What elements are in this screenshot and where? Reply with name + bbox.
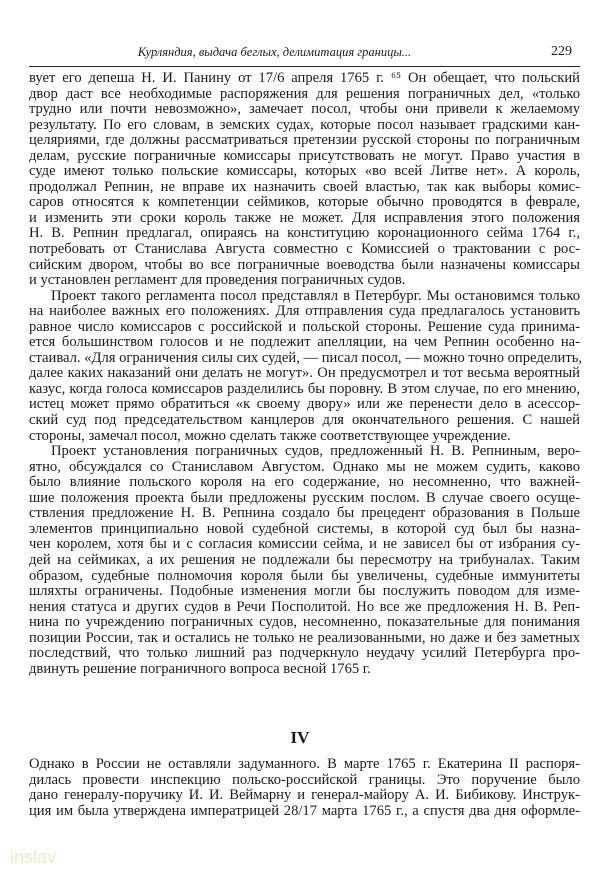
text-line: двор даст все необходимые распоряжения для решения пограничных дел, «только [29,85,580,102]
text-line: шие положения проекта были предложены русским послом. В случае своего осуще- [29,489,580,506]
text-line: нения статуса и других судов в Речи Посполитой. Но все же предложения Н. В. Реп- [29,598,580,615]
text-line: нина по учреждению пограничных судов, несомненно, показательные для понимания [29,614,580,631]
text-line: элементов принципиально новой судебной системы, в которой суд был бы назна- [29,520,580,537]
running-header [29,42,580,64]
text-line: ется большинством голосов и не подлежит апелляции, на чем Репнин особенно на- [29,334,580,351]
text-line: продолжал Репнин, не вправе их назначить своей властью, так как выборы комис- [29,178,580,195]
text-line: результату. По его словам, в земских судах, которые посол называет градскими кан- [29,116,580,133]
text-line: казус, когда голоса комиссаров разделились бы поровну. В этом случае, по его мнению, [29,380,580,397]
text-line: стороны, замечал посол, можно сделать также соответствующее учреждение. [29,427,511,444]
text-line: равное число комиссаров с российской и польской стороны. Решение суда принима- [29,318,580,335]
text-line: делам, русские пограничные комиссары присутствовать не могут. Право участия в [29,147,580,164]
text-line: Однако в России не оставляли задуманного. В марте 1765 г. Екатерина II распоря- [29,756,580,772]
text-line: ция им была утверждена императрицей 28/17 марта 1765 г., а спустя два дня оформле- [29,802,580,819]
text-line: ствления предложение Н. В. Репнина создало бы прецедент образования в Польше [29,505,580,522]
text-line: ятно, обсуждался со Станиславом Августом. Однако мы не можем судить, каково [29,458,580,475]
text-line: трудно или почти невозможно», замечает посол, чтобы они привели к желаемому [29,101,580,118]
running-title: Курляндия, выдача беглых, делимитация границы... [137,45,412,59]
paragraph [29,444,580,677]
text-line: далее каких наказаний они делать не могут». Он предусмотрел и тот весьма вероятный [29,365,580,382]
text-line: истец может прямо обратиться «к своему двору» или же перенести дело в асессор- [29,396,580,413]
text-line: Проект установления пограничных судов, предложенный Н. В. Репниным, веро- [51,443,580,460]
text-line: суде имеют только польские комиссары, которых «во всей Литве нет». А король, [29,163,580,180]
text-line: двинуть решение пограничного вопроса весной 1765 г. [29,660,371,677]
body-text [29,70,583,677]
text-line: образом, судебные полномочия короля были бы увеличены, судебные иммунитеты [29,567,580,584]
text-line: ский суд под председательством канцлеров для окончательного решения. С нашей [29,412,580,429]
text-line: и изменить эти сроки король также не может. Для исправления этого положения [29,209,580,226]
text-line: Н. В. Репнин предлагал, опираясь на конституцию коронационного сейма 1764 г., [29,225,580,242]
text-line: целяриями, где должны рассматриваться претензии русской стороны по пограничным [29,132,580,149]
text-line: дано генералу-поручику И. И. Веймарну и генерал-майору А. И. Бибикову. Инструк- [29,787,580,804]
text-line: сийским двором, чтобы во все пограничные воеводства были назначены комиссары [29,256,580,273]
text-line: вует его депеша Н. И. Панину от 17/6 апреля 1765 г. ⁶⁵ Он обещает, что польский [29,70,580,86]
text-line: дилась провести инспекцию польско-российской границы. Это поручение было [29,771,580,788]
section-text [29,757,580,819]
header-rule [29,66,580,67]
paragraph [29,287,583,444]
text-line: стаивал. «Для ограничения силы сих судей, — писал посол, — можно точно определить, [29,349,583,366]
text-line: было влияние польского короля на его содержание, но несомненно, что важней- [29,474,580,491]
text-line: шляхты ограничены. Подобные изменения могли бы послужить поводом для изме- [29,583,580,600]
text-line: позиции России, так и остались не только не реализованными, но даже и без заметных [29,629,580,646]
text-line: дей на сеймиках, а их решения не подлежали бы пересмотру на трибуналах. Таким [29,551,580,568]
watermark-logo: inslav [10,847,57,867]
paragraph [29,71,580,289]
text-line: потребовать от Станислава Августа совместно с Комиссией о трактовании с рос- [29,241,580,258]
page-number: 229 [551,44,572,59]
text-line: саров относятся к компетенции сеймиков, которые обычно проводятся в феврале, [29,194,580,211]
text-line: Проект такого регламента посол представлял в Петербург. Мы остановимся только [51,287,580,304]
text-line: последствий, что только лишний раз подчеркнуло неудачу усилий Петербурга про- [29,645,580,662]
section-heading: IV [290,728,310,747]
text-line: на наиболее важных его положениях. Для отправления суда предлагалось установить [29,303,580,320]
text-line: чен королем, хотя бы и с согласия комиссии сейма, и не зависел бы от избрания су- [29,536,580,553]
text-line: и установлен регламент для проведения пограничных судов. [29,272,406,289]
